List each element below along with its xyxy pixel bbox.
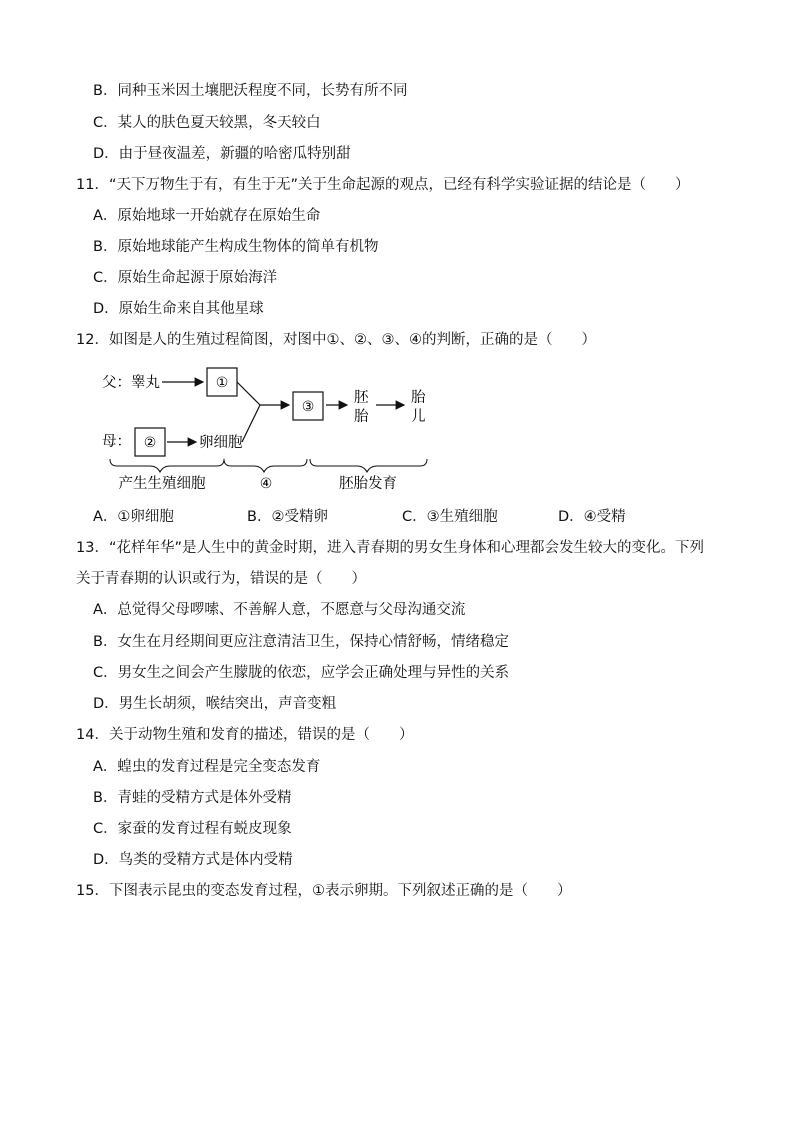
q13-option-b: B．女生在月经期间更应注意清洁卫生，保持心情舒畅，情绪稳定: [93, 634, 509, 650]
q13-stem-line2: 关于青春期的认识或行为，错误的是（ ）: [76, 571, 366, 587]
fetus-char-1: 胎: [411, 390, 426, 406]
q12-option-d: D．④受精: [558, 509, 626, 525]
q12-option-c: C．③生殖细胞: [402, 509, 498, 525]
q13-stem-line1: 13．“花样年华”是人生中的黄金时期，进入青春期的男女生身体和心理都会发生较大的变化。下列: [76, 540, 704, 556]
q12-option-b: B．②受精卵: [247, 509, 328, 525]
reproduction-diagram: [90, 360, 450, 500]
q10-option-d: D．由于昼夜温差，新疆的哈密瓜特别甜: [93, 146, 351, 162]
q14-option-c: C．家蚕的发育过程有蜕皮现象: [93, 821, 292, 837]
brace-2: [224, 459, 307, 472]
q13-option-d: D．男生长胡须，喉结突出，声音变粗: [93, 696, 337, 712]
brace-1-label: 产生生殖细胞: [118, 476, 206, 492]
brace-3-label: 胚胎发育: [339, 476, 397, 492]
line-box1-to-join: [237, 382, 260, 405]
q15-stem: 15．下图表示昆虫的变态发育过程，①表示卵期。下列叙述正确的是（ ）: [76, 883, 572, 899]
q14-option-d: D．鸟类的受精方式是体内受精: [93, 852, 293, 868]
embryo-char-2: 胎: [354, 409, 369, 425]
q12-stem: 12．如图是人的生殖过程简图，对图中①、②、③、④的判断，正确的是（ ）: [76, 332, 596, 348]
q14-stem: 14．关于动物生殖和发育的描述，错误的是（ ）: [76, 727, 414, 743]
q14-option-a: A．蝗虫的发育过程是完全变态发育: [93, 759, 321, 775]
egg-cell-label: 卵细胞: [199, 435, 243, 451]
q11-stem: 11．“天下万物生于有，有生于无”关于生命起源的观点，已经有科学实验证据的结论是（ ）: [76, 177, 690, 193]
box-3-label: ③: [301, 399, 315, 415]
q12-option-a: A．①卵细胞: [93, 509, 174, 525]
fetus-char-2: 儿: [411, 409, 426, 425]
q14-option-b: B．青蛙的受精方式是体外受精: [93, 790, 292, 806]
box-1-label: ①: [215, 375, 229, 391]
mother-label: 母：: [102, 434, 131, 450]
q11-option-b: B．原始地球能产生构成生物体的简单有机物: [93, 239, 379, 255]
embryo-char-1: 胚: [354, 390, 369, 406]
line-egg-to-join: [242, 405, 260, 442]
q10-option-c: C．某人的肤色夏天较黑，冬天较白: [93, 115, 321, 131]
father-label: 父：睾丸: [102, 375, 160, 391]
brace-3: [310, 459, 427, 472]
q11-option-a: A．原始地球一开始就存在原始生命: [93, 208, 321, 224]
brace-1: [110, 459, 224, 472]
brace-2-label: ④: [259, 476, 273, 492]
q11-option-c: C．原始生命起源于原始海洋: [93, 270, 278, 286]
q13-option-a: A．总觉得父母啰嗦、不善解人意，不愿意与父母沟通交流: [93, 602, 466, 618]
q11-option-d: D．原始生命来自其他星球: [93, 301, 264, 317]
box-2-label: ②: [143, 435, 157, 451]
q10-option-b: B．同种玉米因土壤肥沃程度不同，长势有所不同: [93, 83, 408, 99]
q13-option-c: C．男女生之间会产生朦胧的依恋，应学会正确处理与异性的关系: [93, 665, 510, 681]
